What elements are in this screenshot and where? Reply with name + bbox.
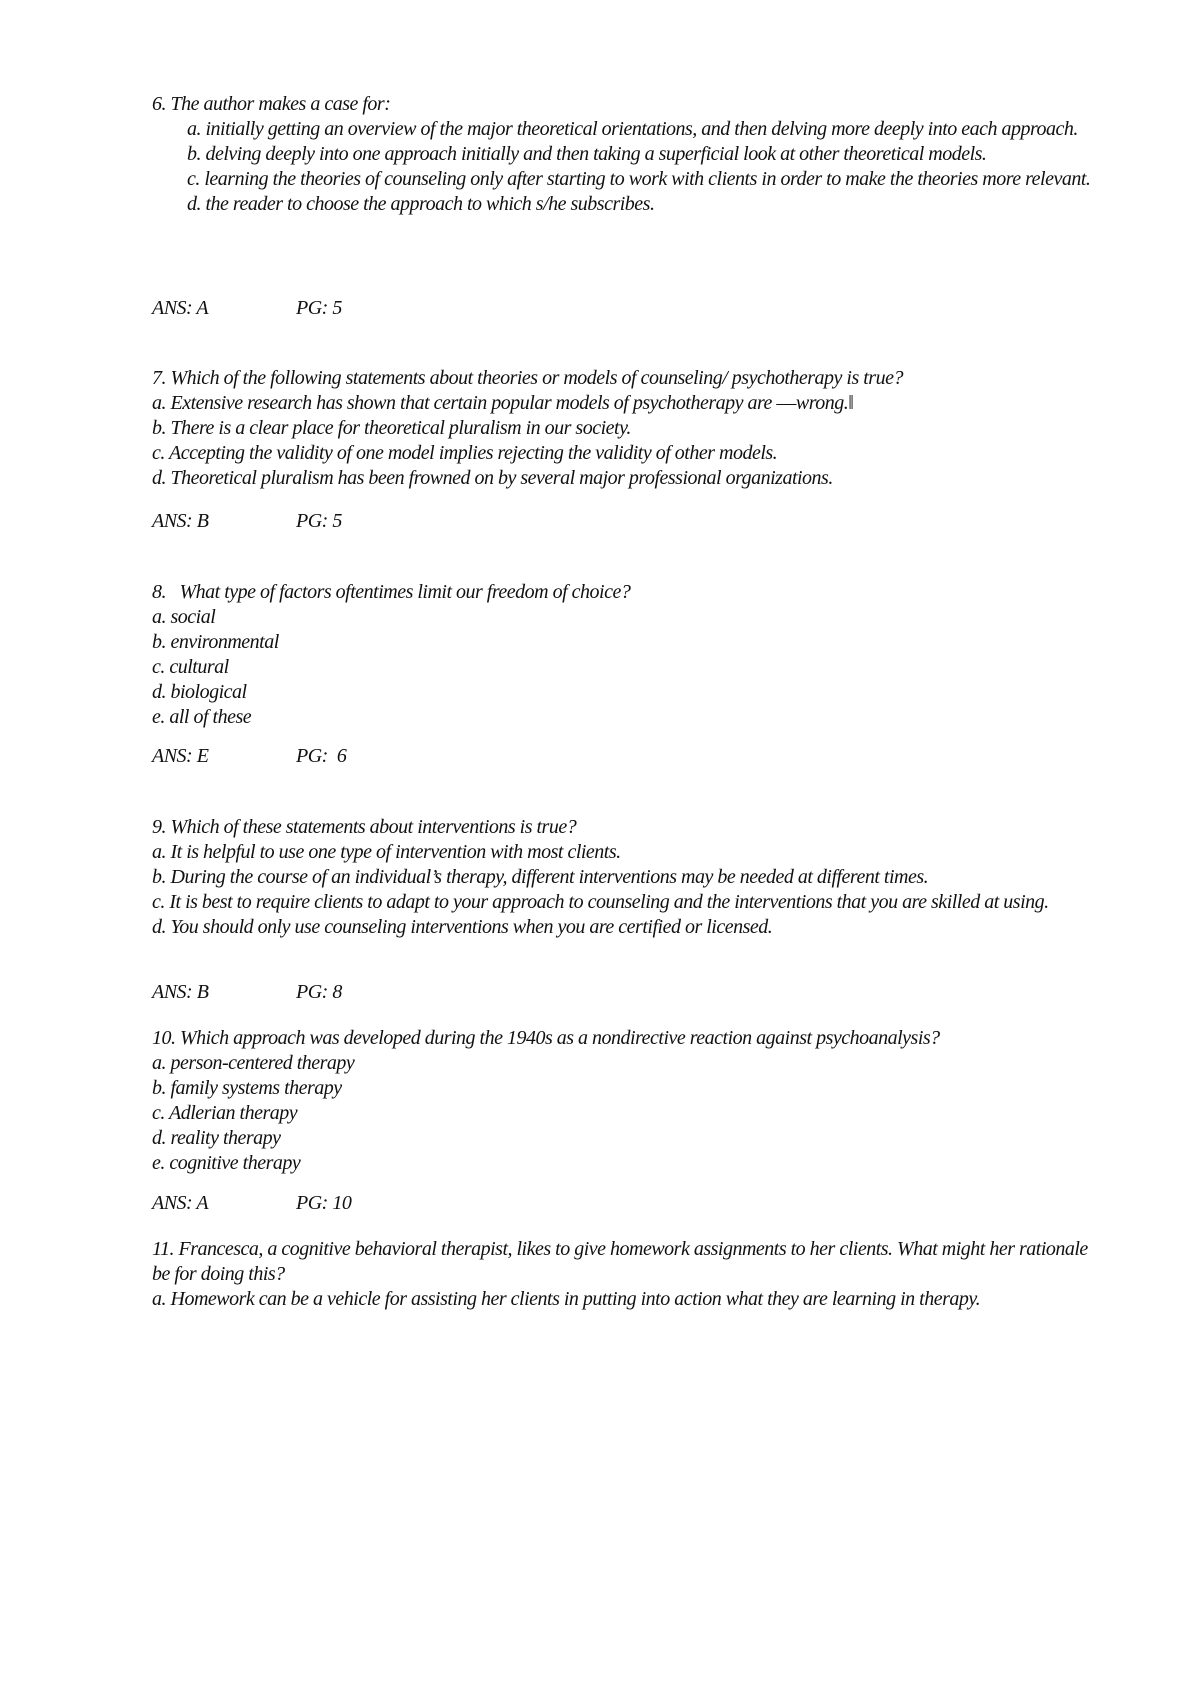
answer-row-7 [152, 509, 552, 534]
option-e: e. cognitive therapy [152, 1152, 301, 1174]
page-reference: PG: 8 [296, 981, 342, 1003]
question-7 [152, 366, 1102, 491]
page-reference: PG: 10 [296, 1192, 352, 1214]
option-a: a. Homework can be a vehicle for assisting her clients in putting into action what they are learning in therapy. [152, 1288, 981, 1310]
page-reference: PG: 6 [296, 745, 347, 767]
option-c: c. Accepting the validity of one model implies rejecting the validity of other models. [152, 442, 778, 464]
question-stem: 8. What type of factors oftentimes limit our freedom of choice? [152, 581, 631, 603]
question-8 [152, 580, 1102, 730]
question-11 [152, 1237, 1102, 1312]
question-6 [152, 92, 1102, 217]
option-d: d. the reader to choose the approach to which s/he subscribes. [187, 193, 655, 215]
answer-key: ANS: B [152, 510, 209, 532]
answer-row-8 [152, 744, 552, 769]
option-c: c. cultural [152, 656, 229, 678]
option-d: d. biological [152, 681, 247, 703]
answer-key: ANS: A [152, 1192, 209, 1214]
option-c: c. It is best to require clients to adapt to your approach to counseling and the interventions that you are skilled at using. [152, 891, 1049, 913]
option-c: c. learning the theories of counseling only after starting to work with clients in order to make the theories more relevant. [187, 168, 1091, 190]
question-9 [152, 815, 1102, 940]
question-stem: 9. Which of these statements about interventions is true? [152, 816, 577, 838]
answer-row-9 [152, 980, 552, 1005]
option-b: b. During the course of an individual’s therapy, different interventions may be needed at different times. [152, 866, 929, 888]
answer-row-10 [152, 1191, 552, 1216]
option-b: b. There is a clear place for theoretical pluralism in our society. [152, 417, 631, 439]
page-reference: PG: 5 [296, 510, 342, 532]
question-stem: 10. Which approach was developed during the 1940s as a nondirective reaction against psychoanalysis? [152, 1027, 940, 1049]
question-stem: 7. Which of the following statements about theories or models of counseling/ psychotherapy is true? [152, 367, 903, 389]
option-d: d. Theoretical pluralism has been frowned on by several major professional organizations. [152, 467, 833, 489]
question-10 [152, 1026, 1102, 1176]
option-b: b. family systems therapy [152, 1077, 342, 1099]
option-a: a. Extensive research has shown that certain popular models of psychotherapy are ―wrong.‖ [152, 392, 854, 414]
option-c: c. Adlerian therapy [152, 1102, 298, 1124]
option-e: e. all of these [152, 706, 252, 728]
option-d: d. reality therapy [152, 1127, 281, 1149]
option-a: a. social [152, 606, 216, 628]
question-stem: 6. The author makes a case for: [152, 93, 391, 115]
option-d: d. You should only use counseling interventions when you are certified or licensed. [152, 916, 773, 938]
option-a: a. initially getting an overview of the major theoretical orientations, and then delving more deeply into each approach. [187, 118, 1078, 140]
answer-key: ANS: B [152, 981, 209, 1003]
answer-row-6 [152, 296, 552, 321]
page-reference: PG: 5 [296, 297, 342, 319]
option-b: b. delving deeply into one approach initially and then taking a superficial look at other theoretical models. [187, 143, 987, 165]
option-b: b. environmental [152, 631, 279, 653]
question-stem: 11. Francesca, a cognitive behavioral therapist, likes to give homework assignments to her clients. What might her rationale be for doing this? [152, 1238, 1088, 1285]
answer-key: ANS: A [152, 297, 209, 319]
answer-key: ANS: E [152, 745, 209, 767]
option-a: a. person-centered therapy [152, 1052, 355, 1074]
option-a: a. It is helpful to use one type of intervention with most clients. [152, 841, 621, 863]
